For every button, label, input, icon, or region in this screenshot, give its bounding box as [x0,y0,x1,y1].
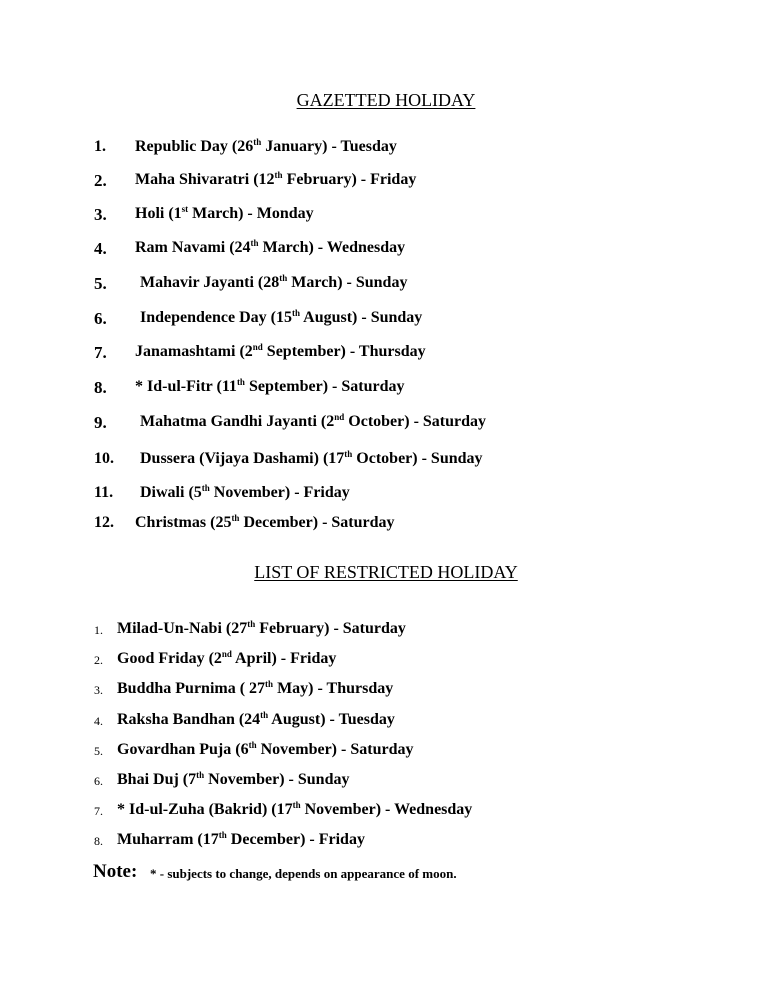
item-text: Good Friday (2nd April) - Friday [117,649,337,667]
item-number: 11. [94,484,114,501]
note-label: Note: [93,861,138,882]
item-text: * Id-ul-Zuha (Bakrid) (17th November) - Wednesday [117,800,473,818]
item-number: 8. [94,378,107,397]
item-number: 1. [94,623,103,637]
item-text: Buddha Purnima ( 27th May) - Thursday [117,679,394,697]
item-text: * Id-ul-Fitr (11th September) - Saturday [135,377,405,395]
item-number: 9. [94,413,107,432]
item-text: Independence Day (15th August) - Sunday [140,308,423,326]
item-number: 10. [94,450,114,467]
item-text: Republic Day (26th January) - Tuesday [135,137,397,155]
item-number: 12. [94,514,114,531]
item-number: 7. [94,804,103,818]
item-number: 2. [94,653,103,667]
item-text: Muharram (17th December) - Friday [117,830,365,848]
page-title-gazetted: GAZETTED HOLIDAY [296,90,476,110]
item-number: 3. [94,205,107,224]
page-title-restricted: LIST OF RESTRICTED HOLIDAY [254,562,518,582]
item-text: Maha Shivaratri (12th February) - Friday [135,170,417,188]
item-number: 3. [94,683,103,697]
item-text: Christmas (25th December) - Saturday [135,513,395,531]
item-text: Govardhan Puja (6th November) - Saturday [117,740,414,758]
item-number: 4. [94,714,103,728]
item-text: Milad-Un-Nabi (27th February) - Saturday [117,619,406,637]
item-number: 8. [94,834,103,848]
item-text: Ram Navami (24th March) - Wednesday [135,238,406,256]
item-text: Janamashtami (2nd September) - Thursday [135,342,426,360]
item-number: 4. [94,239,107,258]
item-text: Raksha Bandhan (24th August) - Tuesday [117,710,395,728]
item-text: Diwali (5th November) - Friday [140,483,350,501]
item-text: Mahatma Gandhi Jayanti (2nd October) - Saturday [140,412,487,430]
item-number: 5. [94,744,103,758]
item-text: Mahavir Jayanti (28th March) - Sunday [140,273,408,291]
note-text: * - subjects to change, depends on appearance of moon. [150,866,457,881]
item-number: 1. [94,138,106,155]
item-number: 5. [94,274,107,293]
item-text: Holi (1st March) - Monday [135,204,314,222]
item-text: Dussera (Vijaya Dashami) (17th October) - Sunday [140,449,483,467]
item-number: 6. [94,309,107,328]
item-number: 6. [94,774,103,788]
item-number: 7. [94,343,107,362]
item-text: Bhai Duj (7th November) - Sunday [117,770,350,788]
item-number: 2. [94,171,107,190]
